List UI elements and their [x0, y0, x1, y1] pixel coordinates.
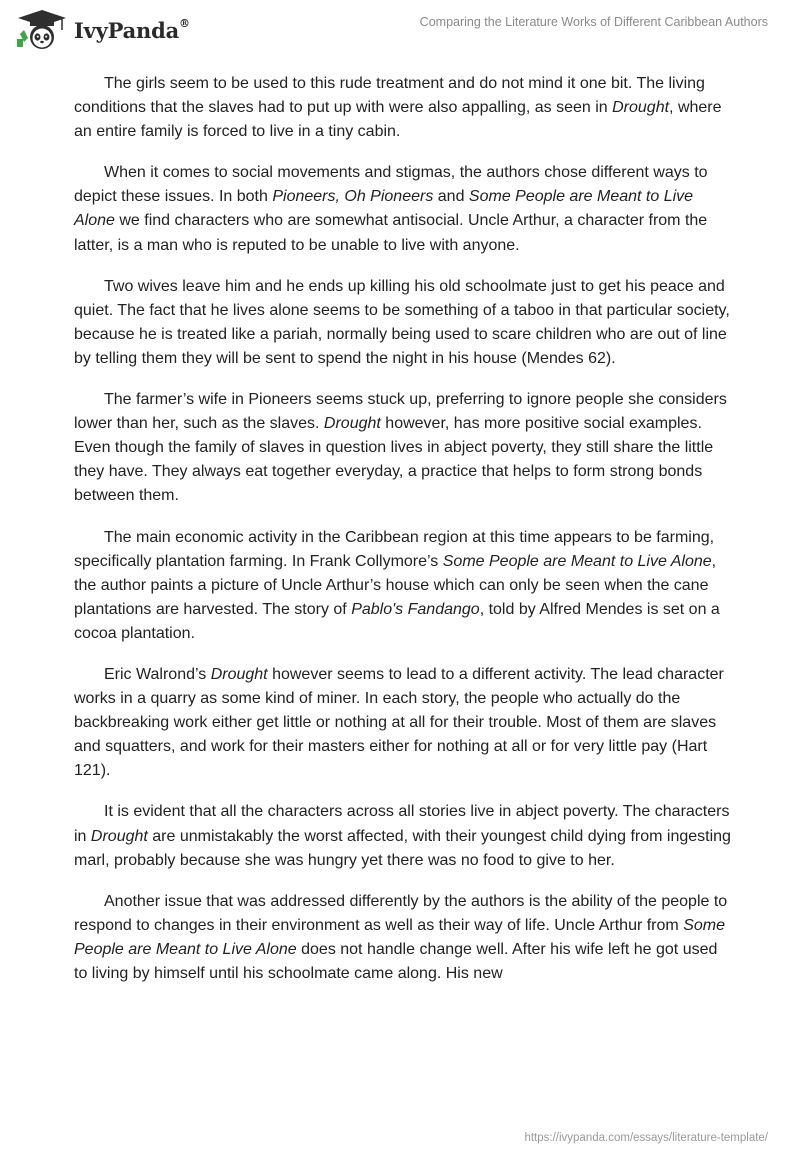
panda-logo-icon — [14, 8, 70, 52]
italic-title: Drought — [90, 827, 148, 845]
brand-name: IvyPanda® — [74, 16, 190, 43]
italic-title: Drought — [210, 665, 268, 683]
essay-body — [74, 72, 734, 1003]
page-header — [0, 0, 800, 60]
italic-title: Pioneers, Oh Pioneers — [272, 188, 434, 206]
italic-title: Pablo's Fandango — [351, 600, 480, 618]
text-run: , the author paints a picture of Uncle Arthur’s house which can only be seen when the cane plantations are harvested. The story of — [74, 552, 717, 618]
text-run: It is evident that all the characters across all stories live in abject poverty. The characters in — [74, 803, 730, 845]
italic-title: Some People are Meant to Live Alone — [442, 552, 712, 570]
text-run: Eric Walrond’s — [104, 665, 211, 683]
paragraph — [74, 890, 734, 986]
italic-title: Some People are Meant to Live Alone — [74, 188, 694, 230]
text-run: Another issue that was addressed differently by the authors is the ability of the people to respond to changes in their environment as well as their way of life. Uncle Arthur from — [74, 892, 728, 934]
italic-title: Drought — [612, 99, 670, 117]
text-run: we find characters who are somewhat antisocial. Uncle Arthur, a character from the latter, is a man who is reputed to be unable to live with anyone. — [74, 212, 708, 254]
text-run: and — [433, 188, 469, 206]
brand-logo[interactable] — [14, 8, 190, 52]
italic-title: Some People are Meant to Live Alone — [74, 916, 725, 958]
source-url[interactable]: https://ivypanda.com/essays/literature-template/ — [524, 1132, 768, 1144]
text-run: The girls seem to be used to this rude treatment and do not mind it one bit. The living conditions that the slaves had to put up with were also appalling, as seen in — [74, 75, 705, 117]
text-run: The main economic activity in the Caribbean region at this time appears to be farming, specifically plantation farming. In Frank Collymore’s — [74, 528, 715, 570]
paragraph — [74, 275, 734, 371]
paragraph — [74, 161, 734, 257]
text-run: Two wives leave him and he ends up killing his old schoolmate just to get his peace and quiet. The fact that he lives alone seems to be something of a taboo in that particular society, because he is treated like a pariah, normally being used to scare children who are out of line by telling them they will be sent to spend the night in his house (Mendes 62). — [74, 277, 730, 367]
paragraph — [74, 72, 734, 144]
italic-title: Drought — [323, 415, 381, 433]
text-run: , where an entire family is forced to live in a tiny cabin. — [74, 99, 722, 141]
text-run: however seems to lead to a different activity. The lead character works in a quarry as some kind of miner. In each story, the people who actually do the backbreaking work either get little or nothing at all for their trouble. Most of them are slaves and squatters, and work for their masters either for nothing at all or for very little pay (Hart 121). — [74, 665, 724, 780]
registered-mark: ® — [179, 16, 190, 30]
paragraph — [74, 800, 734, 872]
text-run: however, has more positive social examples. Even though the family of slaves in question lives in abject poverty, they still share the little they have. They always eat together everyday, a practice that helps to form strong bonds between them. — [74, 415, 714, 505]
text-run: When it comes to social movements and stigmas, the authors chose different ways to depict these issues. In both — [74, 164, 708, 206]
document-title: Comparing the Literature Works of Different Caribbean Authors — [419, 15, 768, 29]
paragraph — [74, 663, 734, 783]
text-run: are unmistakably the worst affected, with their youngest child dying from ingesting marl, probably because she was hungry yet there was no food to give to her. — [74, 827, 731, 869]
paragraph — [74, 526, 734, 646]
text-run: , told by Alfred Mendes is set on a cocoa plantation. — [74, 600, 720, 642]
text-run: The farmer’s wife in Pioneers seems stuck up, preferring to ignore people she considers lower than her, such as the slaves. — [74, 391, 727, 433]
text-run: does not handle change well. After his wife left he got used to living by himself until his schoolmate came along. His new — [74, 940, 718, 982]
paragraph — [74, 388, 734, 508]
